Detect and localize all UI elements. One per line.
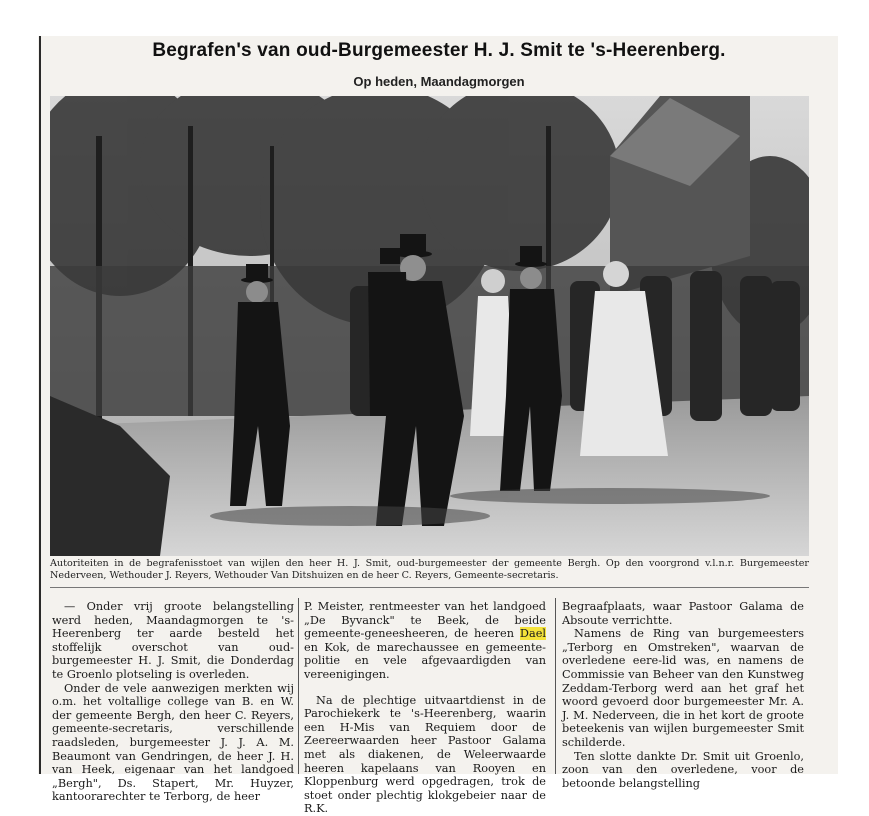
column-3-paragraph-3: Ten slotte dankte Dr. Smit uit Groenlo, zoon van den overledene, voor de betoonde belangstelling — [562, 749, 804, 790]
article-subheadline: Op heden, Maandagmorgen — [353, 74, 525, 89]
article-column-3 — [562, 600, 804, 790]
photo-drawing — [50, 96, 809, 556]
column-2-paragraph-1 — [304, 600, 546, 682]
column-3-paragraph-2: Namens de Ring van burgemeesters „Terborg en Omstreken", waarvan de overledene eere-lid was, en namens de Commissie van Beheer van den Kunstweg Zeddam-Terborg werd aan het graf het woord gevoerd door burgemeester Mr. A. J. M. Nederveen, die in het kort de groote beteekenis van wijlen burgemeester Smit schilderde. — [562, 627, 804, 749]
column-3-paragraph-1: Begraafplaats, waar Pastoor Galama de Absoute verrichtte. — [562, 600, 804, 627]
column-1-paragraph-1: — Onder vrij groote belangstelling werd heden, Maandagmorgen te 's-Heerenberg ter aarde besteld het stoffelijk overschot van oud-burgemeester H. J. Smit, die Donderdag te Groenlo plotseling is overleden. — [52, 600, 294, 681]
column-1-paragraph-2: Onder de vele aanwezigen merkten wij o.m. het voltallige college van B. en W. der gemeente Bergh, den heer C. Reyers, gemeente-secretaris, verschillende raadsleden, burgemeester J. J. A. M. Beaumont van Gendringen, de heer J. H. van Heek, eigenaar van het landgoed „Bergh", Ds. Stapert, Mr. Huyzer, kantoorarechter te Terborg, de heer — [52, 681, 294, 804]
column-rule-1 — [298, 598, 299, 774]
column-2-text-a: P. Meister, rentmeester van het landgoed „De Byvanck" te Beek, de beide gemeente-geneesheeren, de heeren — [304, 600, 546, 641]
funeral-procession-photo — [50, 96, 809, 556]
clipping-left-rule — [39, 36, 41, 774]
article-column-2 — [304, 600, 546, 816]
highlighted-name: Dael — [519, 627, 546, 641]
column-2-paragraph-2: Na de plechtige uitvaartdienst in de Parochiekerk te 's-Heerenberg, waarin een H-Mis van Requiem door de Zeereerwaarden heer Pastoor Galama met als diakenen, de Weleerwaarde heeren kapelaans van Rooyen en Kloppenburg werd opgedragen, trok de stoet onder plechtig klokgebeier naar de R.K. — [304, 693, 546, 816]
photo-caption: Autoriteiten in de begrafenisstoet van wijlen den heer H. J. Smit, oud-burgemeester der gemeente Bergh. Op den voorgrond v.l.n.r. Burgemeester Nederveen, Wethouder J. Reyers, Wethouder Van Ditshuizen en de heer C. Reyers, Gemeente-secretaris. — [50, 558, 809, 581]
column-2-text-b: en Kok, de marechaussee en gemeente-politie en vele afgevaardigden van vereenigingen. — [304, 640, 546, 681]
caption-divider — [50, 587, 809, 588]
article-headline: Begrafen's van oud-Burgemeester H. J. Smit te 's-Heerenberg. — [152, 40, 726, 61]
article-column-1 — [52, 600, 294, 804]
column-rule-2 — [555, 598, 556, 774]
